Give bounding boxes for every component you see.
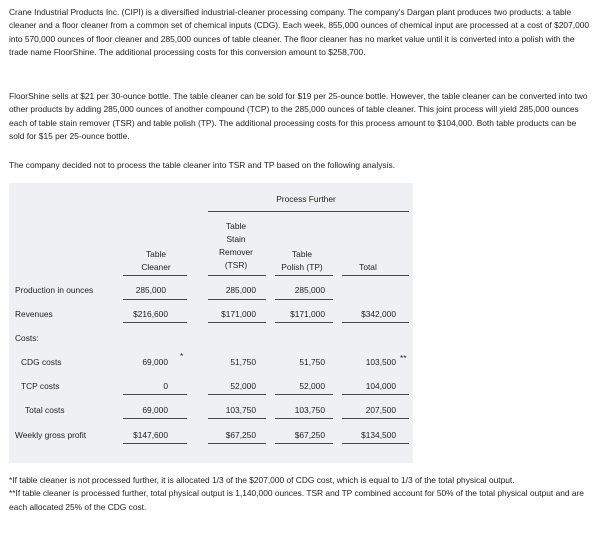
rule-tcp-table-cleaner xyxy=(123,394,187,395)
cell-cdg-table-cleaner: 69,000 xyxy=(142,357,168,367)
cdg-footnote-mark-single: * xyxy=(180,351,184,361)
header-rule-table-cleaner xyxy=(123,275,187,276)
group-header-rule xyxy=(208,211,409,212)
cell-gross-profit-total: $134,500 xyxy=(361,430,396,440)
cell-revenues-tsr: $171,000 xyxy=(221,309,256,319)
cell-tcp-total: 104,000 xyxy=(365,381,396,391)
cell-revenues-total: $342,000 xyxy=(361,309,396,319)
header-rule-tp xyxy=(275,275,333,276)
cdg-footnote-mark-double: ** xyxy=(400,353,407,363)
rule-revenues-tsr xyxy=(208,322,266,323)
cell-production-tsr: 285,000 xyxy=(225,285,256,295)
row-label-total-costs: Total costs xyxy=(25,405,65,415)
footnote-1: *If table cleaner is not processed further, it is allocated 1/3 of the $207,000 of CDG cost, which is equal to 1/3 of the total physical output. xyxy=(9,475,515,485)
header-rule-tsr xyxy=(208,275,266,276)
footnotes xyxy=(9,474,591,514)
rule-revenues-tp xyxy=(275,322,333,323)
rule-tcp-tp xyxy=(275,394,333,395)
row-label-revenues: Revenues xyxy=(15,309,53,319)
row-label-tcp-costs: TCP costs xyxy=(21,381,60,391)
cell-gross-profit-tp: $67,250 xyxy=(294,430,325,440)
rule-total-costs-tp xyxy=(275,418,333,419)
col-header-table-cleaner: Table Cleaner xyxy=(141,249,171,272)
cell-production-table-cleaner: 285,000 xyxy=(135,285,166,295)
rule-revenues-table-cleaner xyxy=(123,322,187,323)
row-label-production: Production in ounces xyxy=(15,285,94,295)
rule-production-table-cleaner xyxy=(123,299,187,300)
cell-total-costs-tsr: 103,750 xyxy=(225,405,256,415)
row-label-cdg-costs: CDG costs xyxy=(21,357,62,367)
rule-tcp-total xyxy=(342,394,409,395)
rule-total-costs-table-cleaner xyxy=(123,418,187,419)
rule-gross-profit-tp xyxy=(275,443,333,444)
row-label-costs: Costs: xyxy=(15,333,39,343)
col-header-tsr: Table Stain Remover (TSR) xyxy=(219,221,253,270)
row-label-weekly-gross-profit: Weekly gross profit xyxy=(15,430,87,440)
cell-total-costs-tp: 103,750 xyxy=(294,405,325,415)
cell-total-costs-table-cleaner: 69,000 xyxy=(142,405,168,415)
intro-paragraph-3: The company decided not to process the table cleaner into TSR and TP based on the following analysis. xyxy=(9,160,395,170)
cell-cdg-total: 103,500 xyxy=(365,357,396,367)
intro-paragraph-2: FloorShine sells at $21 per 30-ounce bottle. The table cleaner can be sold for $19 per 25-ounce bottle. However, the table cleaner can be converted into two other products by adding 285,000 ounces of another compound (TCP) to the 285,000 ounces of table cleaner. This joint process will yield 285,000 ounces each of table stain remover (TSR) and table polish (TP). The additional processing costs for this process amount to $104,000. Both table products can be sold for $15 per 25-ounce bottle. xyxy=(9,91,588,142)
col-header-total: Total xyxy=(359,262,377,272)
analysis-table xyxy=(9,183,413,463)
rule-total-costs-tsr xyxy=(208,418,266,419)
cell-tcp-tp: 52,000 xyxy=(299,381,325,391)
cell-revenues-tp: $171,000 xyxy=(290,309,325,319)
footnote-2: **If table cleaner is processed further, total physical output is 1,140,000 ounces. TSR and TP combined account for 50% of the total physical output and are each allocated 25% of the CDG cost. xyxy=(9,488,584,512)
rule-revenues-total xyxy=(342,322,409,323)
cell-cdg-tsr: 51,750 xyxy=(230,357,256,367)
cell-tcp-table-cleaner: 0 xyxy=(163,381,168,391)
cell-gross-profit-table-cleaner: $147,600 xyxy=(133,430,168,440)
rule-production-tsr xyxy=(208,299,266,300)
intro-paragraph-1: Crane Industrial Products Inc. (CIPI) is a diversified industrial-cleaner processing company. The company's Dargan plant produces two products: a table cleaner and a floor cleaner from a common set of chemical inputs (CDG). Each week, 855,000 ounces of chemical input are processed at a cost of $207,000 into 570,000 ounces of floor cleaner and 285,000 ounces of table cleaner. The floor cleaner has no market value until it is converted into a polish with the trade name FloorShine. The additional processing costs for this conversion amount to $258,700. xyxy=(9,7,590,58)
rule-tcp-tsr xyxy=(208,394,266,395)
cell-cdg-tp: 51,750 xyxy=(299,357,325,367)
group-header-process-further: Process Further xyxy=(276,194,336,204)
rule-total-costs-total xyxy=(342,418,409,419)
cell-revenues-table-cleaner: $216,600 xyxy=(133,309,168,319)
rule-production-tp xyxy=(275,299,333,300)
rule-gross-profit-table-cleaner xyxy=(123,443,187,444)
cell-total-costs-total: 207,500 xyxy=(365,405,396,415)
header-rule-total xyxy=(342,275,409,276)
cell-gross-profit-tsr: $67,250 xyxy=(225,430,256,440)
cell-tcp-tsr: 52,000 xyxy=(230,381,256,391)
cell-production-tp: 285,000 xyxy=(294,285,325,295)
col-header-tp: Table Polish (TP) xyxy=(281,249,323,272)
rule-gross-profit-tsr xyxy=(208,443,266,444)
rule-gross-profit-total xyxy=(342,443,409,444)
